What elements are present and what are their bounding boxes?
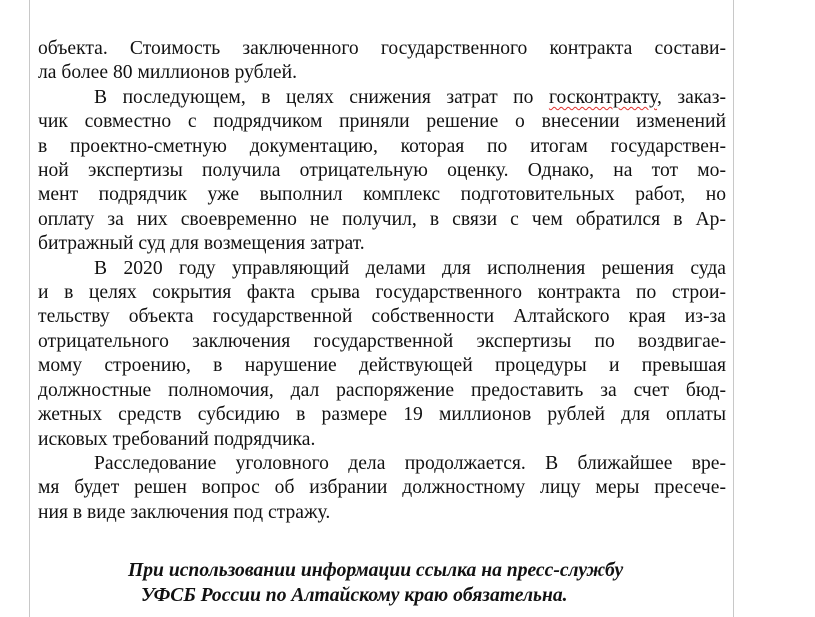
text-line: ной экспертизы получила отрицательную оценку. Однако, на тот мо- xyxy=(38,160,726,182)
text-line: битражный суд для возмещения затрат. xyxy=(38,233,365,255)
text-line: в проектно-сметную документацию, которая по итогам государствен- xyxy=(38,135,726,157)
spellcheck-flagged-word[interactable]: госконтракту xyxy=(548,86,657,108)
text-line: исковых требований подрядчика. xyxy=(38,428,316,450)
text-line: отрицательного заключения государственной экспертизы по воздвигае- xyxy=(38,330,726,352)
press-service-note xyxy=(128,558,708,608)
text-line: жетных средств субсидию в размере 19 миллионов рублей для оплаты xyxy=(38,404,726,426)
text-fragment: Расследование уголовного дела продолжается. В ближайшее вре- xyxy=(94,452,726,474)
text-line: ния в виде заключения под стражу. xyxy=(38,501,331,523)
page-right-edge xyxy=(733,0,734,617)
text-fragment: В последующем, в целях снижения затрат по xyxy=(94,86,549,108)
text-fragment: В 2020 году управляющий делами для исполнения решения суда xyxy=(94,257,726,279)
paragraph-contract-cost xyxy=(38,37,726,86)
text-line: должностные полномочия, дал распоряжение предоставить за счет бюд- xyxy=(38,379,726,401)
text-fragment: , заказ- xyxy=(656,86,726,108)
paragraph-investigation xyxy=(38,452,726,525)
text-line: тельству объекта государственной собственности Алтайского края из-за xyxy=(38,306,726,328)
text-line xyxy=(38,452,726,476)
text-line: объекта. Стоимость заключенного государственного контракта состави- xyxy=(38,38,726,59)
text-line: и в целях сокрытия факта срыва государственного контракта по строи- xyxy=(38,282,726,304)
text-line xyxy=(38,86,726,110)
text-line: мому строению, в нарушение действующей процедуры и превышая xyxy=(38,355,726,377)
document-body[interactable] xyxy=(38,37,726,525)
page-left-edge xyxy=(29,0,30,617)
text-line: мент подрядчик уже выполнил комплекс подготовительных работ, но xyxy=(38,184,726,206)
text-line: оплату за них своевременно не получил, в связи с чем обратился в Ар- xyxy=(38,208,726,230)
text-line xyxy=(38,257,726,281)
paragraph-subsequent-changes xyxy=(38,86,726,257)
text-line: чик совместно с подрядчиком приняли решение о внесении изменений xyxy=(38,111,726,133)
text-line: ла более 80 миллионов рублей. xyxy=(38,62,298,84)
note-line: УФСБ России по Алтайскому краю обязательна. xyxy=(141,585,568,606)
text-line: мя будет решен вопрос об избрании должностному лицу меры пресече- xyxy=(38,477,726,499)
paragraph-2020-subsidy xyxy=(38,257,726,452)
note-line: При использовании информации ссылка на пресс-службу xyxy=(128,560,624,581)
